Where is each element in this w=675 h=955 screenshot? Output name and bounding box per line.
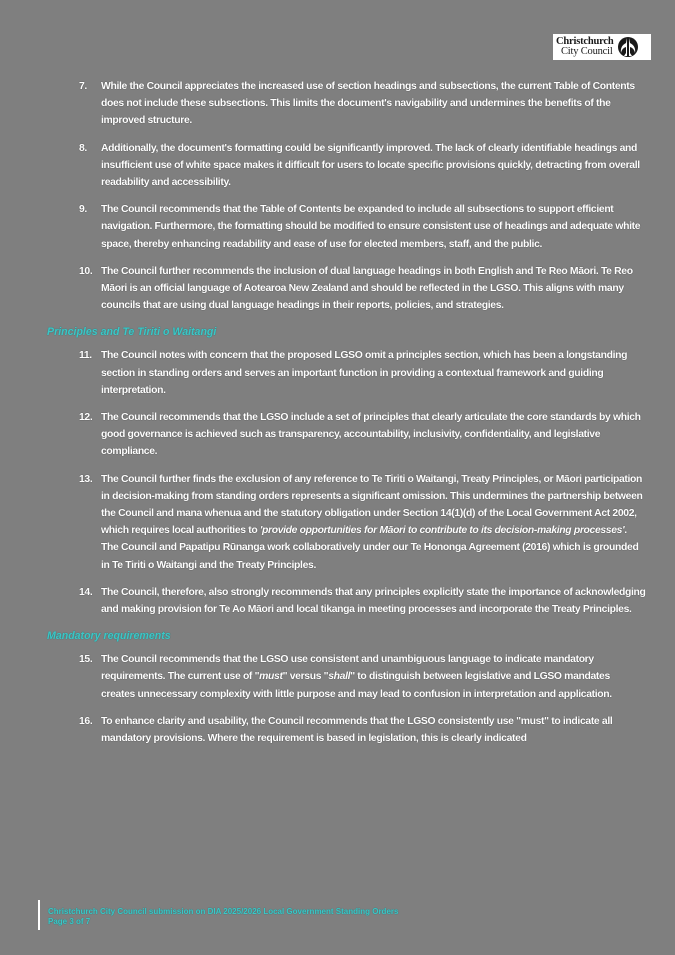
paragraph-number: 15. [79,654,93,666]
paragraph-text: While the Council appreciates the increased use of section headings and subsections, the current Table of Contents does not include these subsections. This limits the document's navigability and undermines the benefits of the improved structure. [101,81,635,127]
paragraph-number: 7. [79,81,87,92]
footer-page-number: Page 3 of 7 [48,917,91,926]
paragraph-number: 10. [79,265,93,277]
paragraph-13 [0,471,646,574]
paragraph-number: 16. [79,715,93,727]
paragraph-text: The Council further finds the exclusion of any reference to Te Tiriti o Waitangi, Treaty Principles, or Māori participation in decision-making from standing orders represents a significant omission. This undermines the partnership between the Council and mana whenua and the statutory obligation under Section 14(1)(d) of the Local Government Act 2002, which requires local authorities to [101,473,643,537]
legislation-quote: 'provide opportunities for Māori to contribute to its decision-making processes' [259,525,625,537]
paragraph-text: The Council recommends that the Table of Contents be expanded to include all subsections to support efficient navigation. Furthermore, the formatting should be modified to ensure consistent use of headings and adequate white space, thereby enhancing readability and ease of use for elected members, staff, and the public. [101,204,641,250]
paragraph-10 [0,263,646,315]
term-must: must [259,671,283,683]
logo-line-2: City Council [561,46,613,57]
paragraph-15 [0,651,646,703]
paragraph-16 [0,713,646,747]
logo-wordmark [556,37,614,57]
paragraph-text: The Council recommends that the LGSO include a set of principles that clearly articulate the core standards by which good governance is achieved such as transparency, accountability, inclusivity, confidentiality, and legislative compliance. [101,412,641,458]
paragraph-9 [0,201,646,253]
paragraph-14 [0,584,646,618]
christchurch-city-council-logo [553,34,651,60]
paragraph-12 [0,409,646,461]
paragraph-text: The Council, therefore, also strongly recommends that any principles explicitly state the importance of acknowledging and making provision for Te Ao Māori and local tikanga in meeting processes and incorporate the Treaty Principles. [101,586,646,616]
paragraph-text: To enhance clarity and usability, the Council recommends that the LGSO consistently use "must" to indicate all mandatory provisions. Where the requirement is based in legislation, this is clearly indicated [101,715,613,745]
page-footer [38,900,398,930]
section-heading-principles: Principles and Te Tiriti o Waitangi [47,326,217,339]
paragraph-number: 14. [79,586,93,598]
footer-document-title: Christchurch City Council submission on DIA 2025/2026 Local Government Standing Orders [48,907,399,916]
term-shall: shall [328,671,351,683]
paragraph-11 [0,347,646,399]
paragraph-number: 13. [79,473,93,485]
paragraph-text: The Council notes with concern that the proposed LGSO omit a principles section, which has been a longstanding section in standing orders and serves an important function in providing a contextual framework and guiding interpretation. [101,350,628,396]
paragraph-text: The Council further recommends the inclusion of dual language headings in both English and Te Reo Māori. Te Reo Māori is an official language of Aotearoa New Zealand and should be reflected in the LGSO. This aligns with many councils that are using dual language headings in their reports, policies, and strategies. [101,265,633,312]
paragraph-number: 9. [79,204,87,216]
paragraph-8 [0,140,646,192]
paragraph-text: Additionally, the document's formatting could be significantly improved. The lack of clearly identifiable headings and insufficient use of white space makes it difficult for users to locate specific provisions quickly, detracting from overall readability and accessibility. [101,142,640,189]
paragraph-number: 12. [79,412,93,424]
section-heading-mandatory: Mandatory requirements [47,630,171,643]
paragraph-number: 8. [79,142,87,154]
paragraph-7 [0,78,646,130]
paragraph-text-mid: " versus " [282,671,329,683]
paragraph-number: 11. [79,350,92,362]
cathedral-emblem-icon [618,36,638,58]
paragraph-text-cont: . The Council and Papatipu Rūnanga work collaboratively under our Te Hononga Agreement (2016) which is grounded in Te Tiriti o Waitangi and the Treaty Principles. [101,525,639,571]
logo-line-1: Christchurch [556,36,614,47]
paragraph-text-cont: " to distinguish between legislative and LGSO mandates creates unnecessary complexity with little purpose and may lead to confusion in interpretation and application. [101,671,612,700]
document-body [0,78,675,757]
paragraph-text: The Council recommends that the LGSO use consistent and unambiguous language to indicate mandatory requirements. The current use of " [101,654,594,683]
